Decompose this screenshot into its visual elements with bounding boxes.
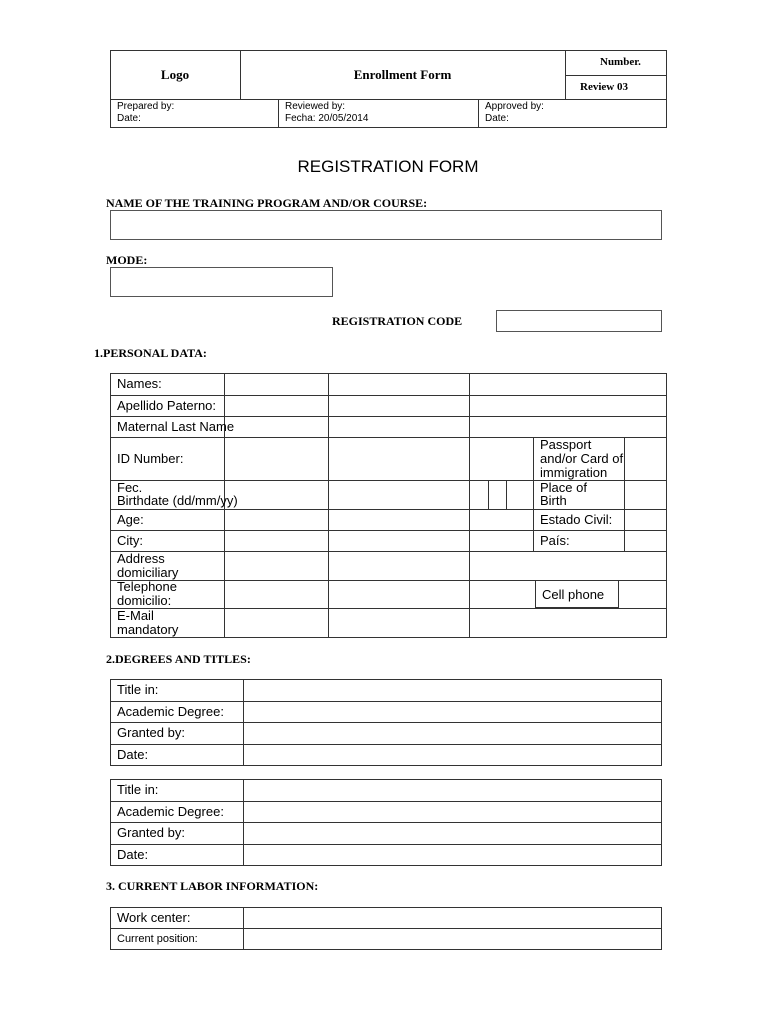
passport-label-line2: and/or Card of bbox=[540, 451, 624, 466]
document-title: Enrollment Form bbox=[353, 67, 452, 82]
telephone-label-line1: Telephone bbox=[117, 579, 177, 594]
row-divider bbox=[110, 395, 667, 396]
registration-code-label: REGISTRATION CODE bbox=[332, 314, 463, 328]
document-number-label: Number. bbox=[600, 56, 641, 68]
row-divider bbox=[110, 722, 662, 723]
row-divider bbox=[110, 608, 667, 609]
row-divider bbox=[110, 530, 667, 531]
degree1-title-in-label: Title in: bbox=[117, 682, 159, 697]
labor-heading: 3. CURRENT LABOR INFORMATION: bbox=[106, 879, 319, 893]
program-name-label: NAME OF THE TRAINING PROGRAM AND/OR COURSE: bbox=[106, 196, 428, 210]
telephone-label-line2: domicilio: bbox=[117, 593, 172, 608]
prepared-date-label: Date: bbox=[117, 113, 141, 124]
row-divider bbox=[110, 701, 662, 702]
header-divider bbox=[110, 99, 667, 100]
mode-field[interactable] bbox=[110, 267, 333, 297]
column-divider bbox=[533, 437, 534, 551]
column-divider bbox=[328, 373, 329, 638]
approved-date-label: Date: bbox=[485, 113, 509, 124]
birthdate-label-line2: Birthdate (dd/mm/yy) bbox=[117, 493, 238, 508]
column-divider bbox=[243, 679, 244, 766]
degree1-date-label: Date: bbox=[117, 747, 149, 762]
program-name-field[interactable] bbox=[110, 210, 662, 240]
city-label: City: bbox=[117, 533, 143, 548]
header-divider bbox=[565, 75, 667, 76]
row-divider bbox=[110, 801, 662, 802]
address-label-line1: Address bbox=[117, 551, 165, 566]
current-position-label: Current position: bbox=[117, 933, 198, 945]
age-label: Age: bbox=[117, 512, 144, 527]
cell-phone-label: Cell phone bbox=[542, 587, 605, 602]
maternal-last-name-label: Maternal Last Name bbox=[117, 419, 235, 434]
header-divider bbox=[278, 99, 279, 128]
apellido-paterno-label: Apellido Paterno: bbox=[117, 398, 217, 413]
review-label: Review 03 bbox=[580, 81, 628, 93]
degree2-academic-degree-label: Academic Degree: bbox=[117, 804, 224, 819]
mode-label: MODE: bbox=[106, 253, 148, 267]
column-divider bbox=[624, 437, 625, 551]
row-divider bbox=[110, 551, 667, 552]
degree2-granted-by-label: Granted by: bbox=[117, 825, 185, 840]
degrees-heading: 2.DEGREES AND TITLES: bbox=[106, 652, 251, 666]
email-label-line2: mandatory bbox=[117, 622, 179, 637]
email-label-line1: E-Mail bbox=[117, 608, 154, 623]
estado-civil-label: Estado Civil: bbox=[540, 512, 613, 527]
row-divider bbox=[110, 844, 662, 845]
place-of-birth-label-line1: Place of bbox=[540, 480, 587, 495]
approved-by-label: Approved by: bbox=[485, 101, 544, 112]
pais-label: País: bbox=[540, 533, 570, 548]
row-divider bbox=[110, 822, 662, 823]
prepared-by-label: Prepared by: bbox=[117, 101, 175, 112]
degree1-academic-degree-label: Academic Degree: bbox=[117, 704, 224, 719]
row-divider bbox=[110, 416, 667, 417]
row-divider bbox=[110, 509, 667, 510]
reviewed-by-label: Reviewed by: bbox=[285, 101, 346, 112]
column-divider bbox=[488, 480, 489, 509]
passport-label-line3: immigration bbox=[540, 465, 608, 480]
row-divider bbox=[110, 744, 662, 745]
column-divider bbox=[243, 907, 244, 950]
degree2-date-label: Date: bbox=[117, 847, 149, 862]
passport-label-line1: Passport bbox=[540, 437, 592, 452]
column-divider bbox=[243, 779, 244, 866]
reviewed-date-label: Fecha: 20/05/2014 bbox=[285, 113, 369, 124]
logo-placeholder: Logo bbox=[160, 67, 190, 82]
birthdate-label-line1: Fec. bbox=[117, 480, 143, 495]
personal-data-heading: 1.PERSONAL DATA: bbox=[94, 346, 207, 360]
address-label-line2: domiciliary bbox=[117, 565, 179, 580]
column-divider bbox=[469, 373, 470, 638]
degree1-granted-by-label: Granted by: bbox=[117, 725, 185, 740]
names-label: Names: bbox=[117, 376, 162, 391]
row-divider bbox=[110, 928, 662, 929]
place-of-birth-label-line2: Birth bbox=[540, 493, 567, 508]
id-number-label: ID Number: bbox=[117, 451, 184, 466]
form-title: REGISTRATION FORM bbox=[297, 157, 479, 176]
column-divider bbox=[506, 480, 507, 509]
degree2-title-in-label: Title in: bbox=[117, 782, 159, 797]
registration-code-field[interactable] bbox=[496, 310, 662, 332]
work-center-label: Work center: bbox=[117, 910, 191, 925]
header-divider bbox=[478, 99, 479, 128]
